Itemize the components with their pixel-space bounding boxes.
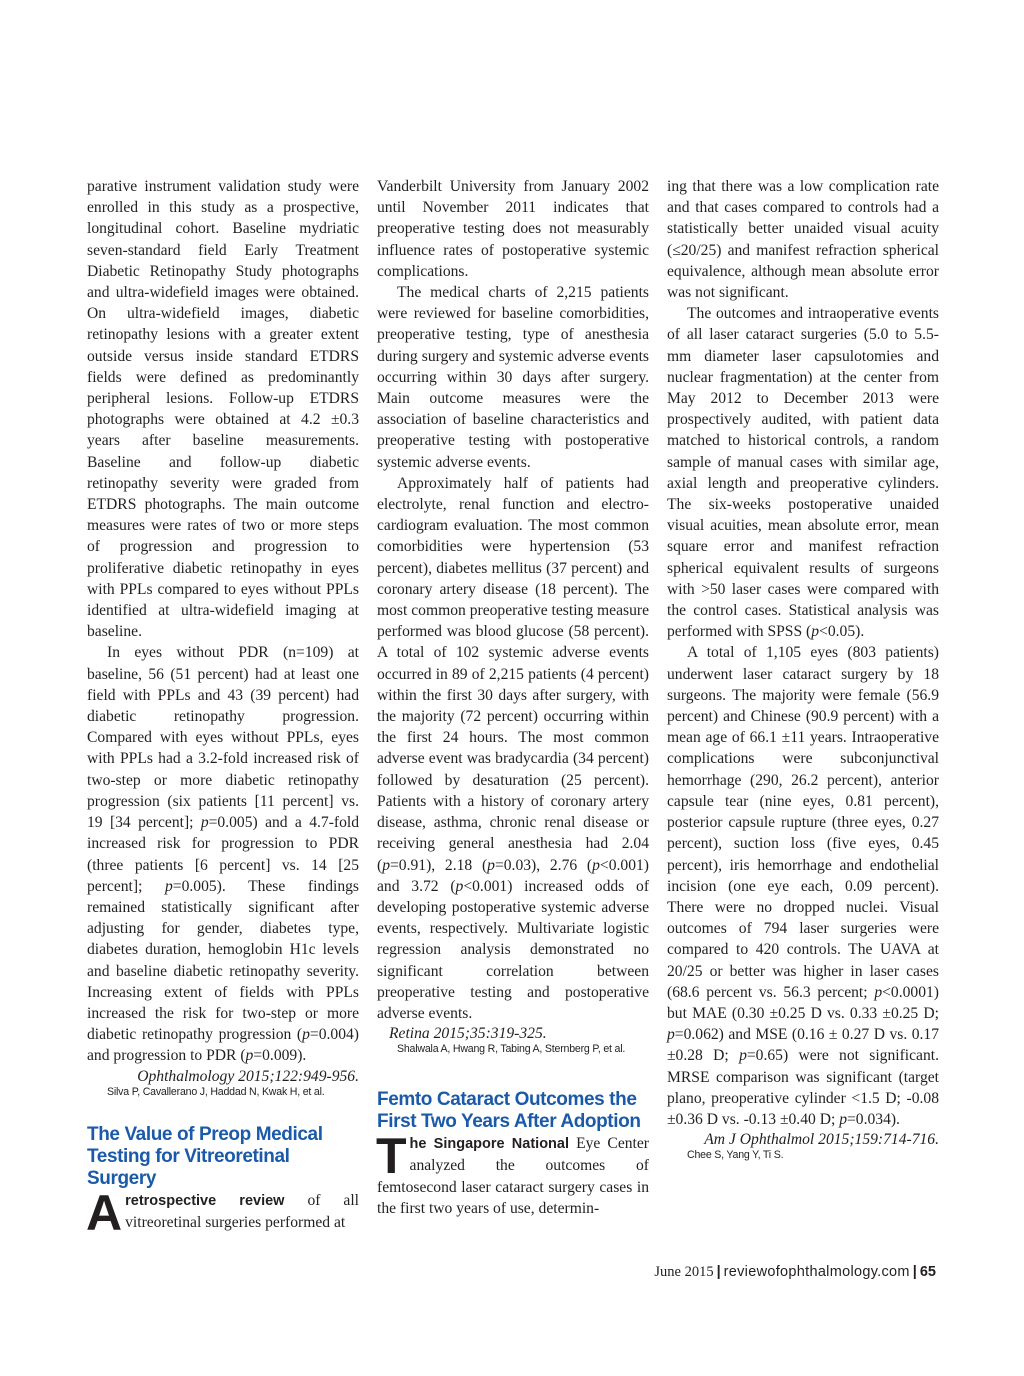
body-paragraph: Aretrospective review of all vitreoretinal surgeries performed at [86,1184,360,1241]
body-paragraph: The outcomes and intraoperative events of all laser cataract surgeries (5.0 to 5.5-mm diameter laser capsulotomies and nuclear fragmentation) at the center from May 2012 to December 2013 were prospectively audited, with patient data matched to historical controls, a random sample of manual cases with similar age, axial length and preoperative cylinders. The six-weeks postoperative unaided visual acuities, mean absolute error, mean square error and manifest refraction spherical equivalent results of surgeons with >50 laser cases were compared with the control cases. Statistical analysis was performed with SPSS (p<0.05). [667,305,939,641]
author-list: Silva P, Cavallerano J, Haddad N, Kwak H, et al. [107,1085,325,1098]
author-list: Shalwala A, Hwang R, Tabing A, Sternberg P, et al. [397,1043,626,1056]
body-paragraph: Vanderbilt University from January 2002 until November 2011 indicates that preoperative testing does not measurably influence rates of postoperative systemic complications. [377,178,649,280]
page-number: 65 [919,1264,936,1280]
issue-date: June 2015 [654,1264,714,1280]
body-paragraph: The medical charts of 2,215 patients were reviewed for baseline comorbidities, preoperative testing, type of anesthesia during surgery and systemic adverse events occurring within 30 days after surgery. Main outcome measures were the association of baseline characteristics and preoperative testing with postoperative systemic adverse events. [377,284,649,471]
article-heading: Femto Cataract Outcomes the First Two Years After Adoption [377,1089,641,1133]
lead-in: he Singapore National [409,1136,570,1153]
website-url: reviewofophthalmology.com [723,1264,910,1280]
page-footer [654,1264,936,1281]
journal-citation: Retina 2015;35:319-325. [389,1025,547,1043]
journal-citation: Am J Ophthalmol 2015;159:714-716. [704,1131,939,1149]
body-paragraph: Approximately half of patients had electrolyte, renal function and electro-cardiogram evaluation. The most common comorbidities were hypertension (53 percent), diabetes mellitus (37 percent) and coronary artery disease (18 percent). The most common preoperative testing measure performed was blood glucose (58 percent). A total of 102 systemic adverse events occurred in 89 of 2,215 patients (4 percent) within the first 30 days after surgery, with the majority (72 percent) occurring within the first 24 hours. The most common adverse event was bradycardia (34 percent) followed by desaturation (25 percent). Patients with a history of coronary artery disease, asthma, chronic renal disease or receiving general anesthesia had 2.04 (p=0.91), 2.18 (p=0.03), 2.76 (p<0.001) and 3.72 (p<0.001) increased odds of developing postoperative systemic adverse events, respectively. Multivariate logistic regression analysis demonstrated no significant correlation between preoperative testing and postoperative adverse events. [377,474,650,1022]
drop-cap: A [86,1184,123,1241]
footer-separator: | [716,1264,721,1280]
author-list: Chee S, Yang Y, Ti S. [687,1149,784,1162]
column-1 [86,176,360,1241]
body-paragraph: The Singapore National Eye Center analyzed the outcomes of femtosecond laser cataract surgery cases in the first two years of use, determin- [376,1128,649,1217]
body-paragraph: parative instrument validation study were enrolled in this study as a prospective, longitudinal cohort. Baseline mydriatic seven-standard field Early Treatment Diabetic Retinopathy Study photographs and ultra-widefield images were obtained. On ultra-widefield images, diabetic retinopathy lesions with a greater extent outside versus inside standard ETDRS fields were defined as predominantly peripheral lesions. Follow-up ETDRS photographs were obtained at 4.2 ±0.3 years after baseline measurements. Baseline and follow-up diabetic retinopathy severity were graded from ETDRS photographs. The main outcome measures were rates of two or more steps of progression and progression to proliferative diabetic retinopathy in eyes with PPLs compared to eyes without PPLs identified at ultra-widefield imaging at baseline. [87,178,359,641]
footer-separator: | [912,1264,917,1280]
journal-citation: Ophthalmology 2015;122:949-956. [137,1067,359,1085]
body-paragraph: In eyes without PDR (n=109) at baseline, 56 (51 percent) had at least one field with PPLs and 43 (39 percent) had diabetic retinopathy progression. Compared with eyes without PPLs, eyes with PPLs had a 3.2-fold increased risk of two-step or more diabetic retinopathy progression (six patients [11 percent] vs. 19 [34 percent]; p=0.005) and a 4.7-fold increased risk for progression to PDR (three patients [6 percent] vs. 14 [25 percent]; p=0.005). These findings remained statistically significant after adjusting for gender, diabetes type, diabetes duration, hemoglobin H1c levels and baseline diabetic retinopathy severity. Increasing extent of fields with PPLs increased the risk for two-step or more diabetic retinopathy progression (p=0.004) and progression to PDR (p=0.009). [87,644,360,1065]
column-2 [377,176,649,1219]
drop-cap: T [376,1128,407,1185]
column-3 [667,176,939,1161]
article-heading: The Value of Preop Medical Testing for Vitreoretinal Surgery [87,1123,323,1189]
body-paragraph: ing that there was a low complication rate and that cases compared to controls had a statistically better unaided visual acuity (≤20/25) and manifest refraction spherical equivalence, although mean absolute error was not significant. [667,178,939,302]
body-paragraph: A total of 1,105 eyes (803 patients) underwent laser cataract surgery by 18 surgeons. The majority were female (56.9 percent) and Chinese (90.9 percent) with a mean age of 66.1 ±11 years. Intraoperative complications were subconjunctival hemorrhage (290, 26.2 percent), anterior capsule tear (nine eyes, 0.81 percent), posterior capsule rupture (three eyes, 0.27 percent), suction loss (five eyes, 0.45 percent), iris hemorrhage and endothelial incision (one eye each, 0.09 percent). There were no dropped nuclei. Visual outcomes of 794 laser surgeries were compared to 420 controls. The UAVA at 20/25 or better was higher in laser cases (68.6 percent vs. 56.3 percent; p<0.0001) but MAE (0.30 ±0.25 D vs. 0.33 ±0.25 D; p=0.062) and MSE (0.16 ± 0.27 D vs. 0.17 ±0.28 D; p=0.65) were not significant. MRSE comparison was significant (target plano, preoperative cylinder <1.5 D; -0.08 ±0.36 D vs. -0.13 ±0.40 D; p=0.034). [667,644,939,1128]
lead-in: retrospective review [125,1192,285,1209]
